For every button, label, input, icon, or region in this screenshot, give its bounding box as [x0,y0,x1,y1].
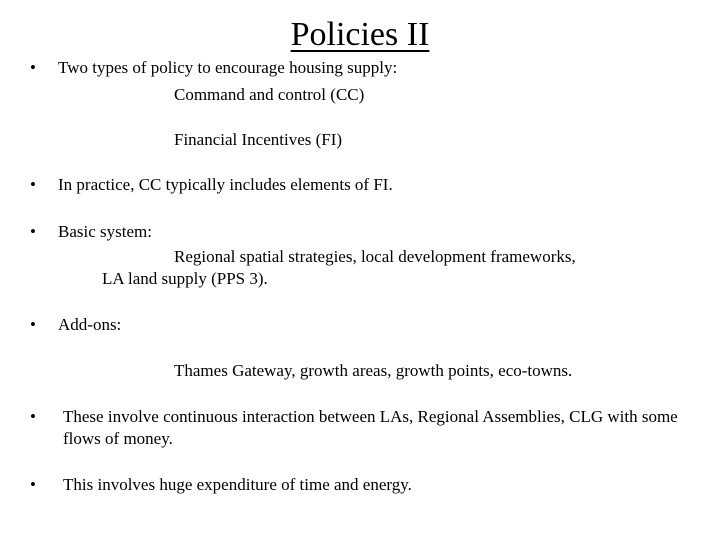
sub-item-la-land-supply: LA land supply (PPS 3). [102,269,268,288]
bullet-text-housing-supply: Two types of policy to encourage housing supply: [58,58,398,77]
sub-item-regional-strategies: Regional spatial strategies, local development frameworks, [174,247,576,266]
bullet-marker: • [30,315,36,334]
bullet-marker: • [30,58,36,77]
bullet-marker: • [30,175,36,194]
bullet-marker: • [30,475,36,494]
bullet-marker: • [30,407,36,426]
bullet-text-basic-system: Basic system: [58,222,152,241]
sub-item-financial-incentives: Financial Incentives (FI) [174,130,343,149]
bullet-text-add-ons: Add-ons: [58,315,122,334]
bullet-text-cc-includes-fi: In practice, CC typically includes elements of FI. [58,175,393,194]
bullet-text-continuous-interaction: These involve continuous interaction between LAs, Regional Assemblies, CLG with some flows of money. [63,407,678,448]
sub-item-command-control: Command and control (CC) [174,85,365,104]
bullet-text-huge-expenditure: This involves huge expenditure of time and energy. [63,475,412,494]
slide-title: Policies II [290,16,430,53]
sub-item-thames-gateway: Thames Gateway, growth areas, growth points, eco-towns. [174,361,573,380]
bullet-marker: • [30,222,36,241]
